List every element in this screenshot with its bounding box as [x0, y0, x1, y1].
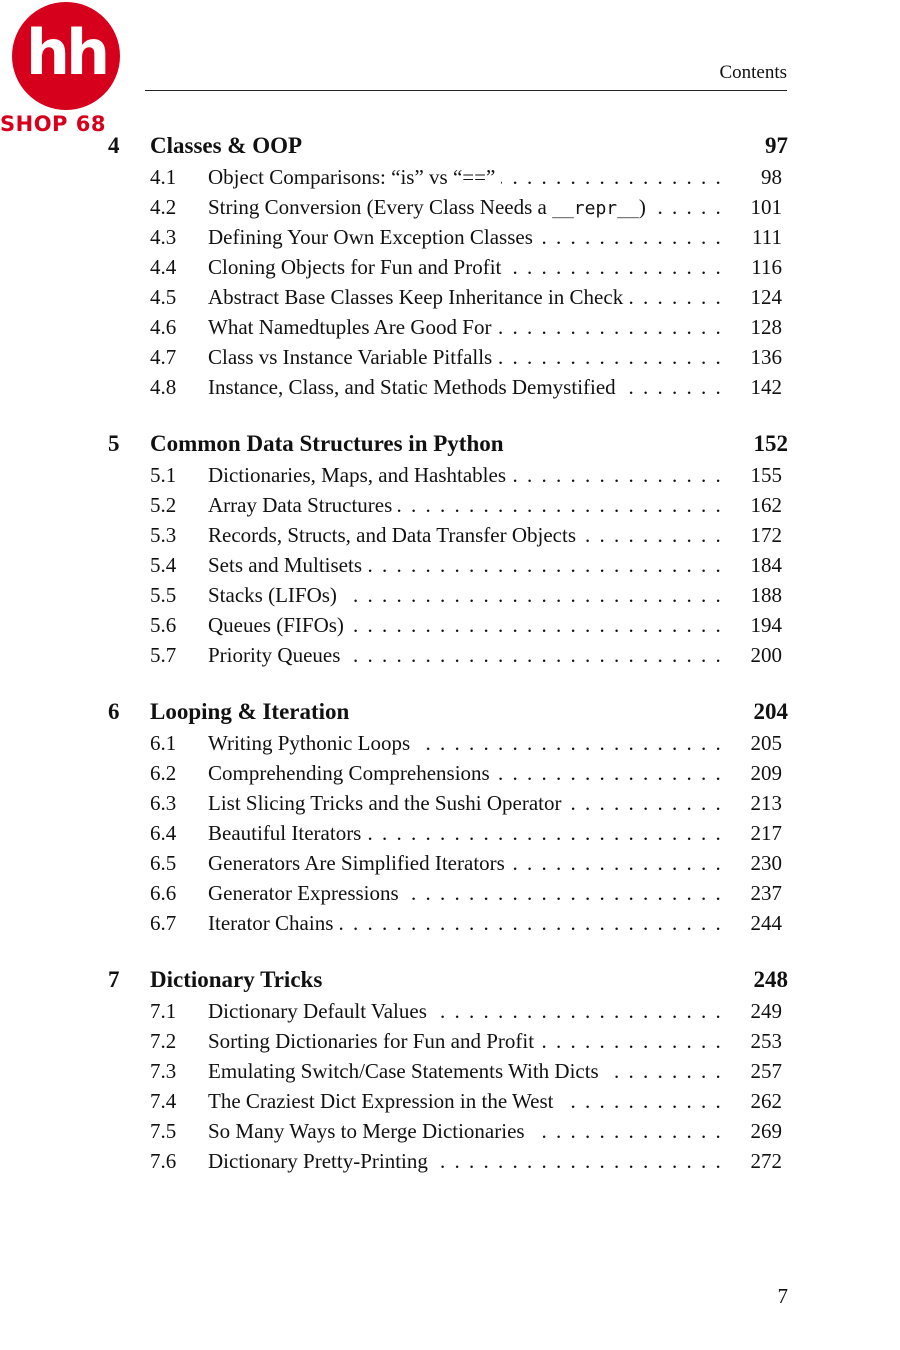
- section-page: 111: [752, 225, 782, 249]
- code-repr: __repr__: [552, 198, 639, 219]
- chapter-page: 204: [753, 699, 788, 724]
- section-page: 249: [750, 999, 782, 1023]
- section-title: Array Data Structures: [208, 493, 398, 517]
- section-number: 5.6: [150, 613, 177, 637]
- section-number: 7.5: [150, 1119, 177, 1143]
- chapter-number: 7: [108, 967, 120, 992]
- section-page: 184: [750, 553, 782, 577]
- section-title-wrap: [208, 728, 730, 758]
- toc-entry[interactable]: [108, 788, 798, 818]
- section-title-wrap: [208, 580, 730, 610]
- section-number: 6.6: [150, 881, 177, 905]
- section-page: 188: [750, 583, 782, 607]
- section-title: Priority Queues: [208, 643, 346, 667]
- chapter-block: [108, 964, 798, 1176]
- chapter-title: Dictionary Tricks: [150, 967, 323, 992]
- toc-entry[interactable]: [108, 162, 798, 192]
- section-title: Generators Are Simplified Iterators: [208, 851, 511, 875]
- shop-logo: [0, 0, 130, 140]
- section-page: 200: [750, 643, 782, 667]
- chapter-heading[interactable]: [108, 964, 798, 996]
- toc-entry[interactable]: [108, 1056, 798, 1086]
- section-page: 194: [750, 613, 782, 637]
- logo-mark: hh: [25, 15, 107, 89]
- section-number: 4.7: [150, 345, 177, 369]
- section-number: 7.1: [150, 999, 177, 1023]
- section-page: 124: [750, 285, 782, 309]
- section-number: 6.5: [150, 851, 177, 875]
- section-page: 101: [750, 195, 782, 219]
- toc-entry[interactable]: [108, 550, 798, 580]
- toc-entry[interactable]: [108, 878, 798, 908]
- section-page: 142: [750, 375, 782, 399]
- section-page: 209: [750, 761, 782, 785]
- section-page: 217: [750, 821, 782, 845]
- section-title-wrap: [208, 490, 730, 520]
- toc-entry[interactable]: [108, 222, 798, 252]
- section-title: Class vs Instance Variable Pitfalls: [208, 345, 498, 369]
- section-number: 4.3: [150, 225, 177, 249]
- section-number: 5.1: [150, 463, 177, 487]
- running-header-title: Contents: [719, 62, 787, 83]
- chapter-number: 5: [108, 431, 120, 456]
- toc-entry[interactable]: [108, 312, 798, 342]
- chapter-number: 6: [108, 699, 120, 724]
- toc-entry[interactable]: [108, 758, 798, 788]
- section-title: Writing Pythonic Loops: [208, 731, 416, 755]
- section-title-wrap: [208, 640, 730, 670]
- toc-entry[interactable]: [108, 460, 798, 490]
- chapter-block: [108, 428, 798, 670]
- toc-entry[interactable]: [108, 1116, 798, 1146]
- section-page: 269: [750, 1119, 782, 1143]
- section-title-wrap: [208, 996, 730, 1026]
- section-title-wrap: [208, 460, 730, 490]
- section-number: 7.6: [150, 1149, 177, 1173]
- section-title-wrap: [208, 1146, 730, 1176]
- section-page: 230: [750, 851, 782, 875]
- section-title-wrap: [208, 312, 730, 342]
- section-number: 4.6: [150, 315, 177, 339]
- logo-caption: SHOP 68: [0, 112, 106, 136]
- section-title-wrap: [208, 282, 730, 312]
- section-number: 6.4: [150, 821, 177, 845]
- toc-entry[interactable]: [108, 640, 798, 670]
- section-title: Dictionary Default Values: [208, 999, 433, 1023]
- chapter-title: Common Data Structures in Python: [150, 431, 504, 456]
- section-title-wrap: [208, 372, 730, 402]
- section-page: 272: [750, 1149, 782, 1173]
- section-title: Cloning Objects for Fun and Profit: [208, 255, 507, 279]
- section-title-wrap: [208, 550, 730, 580]
- section-title: Records, Structs, and Data Transfer Objects: [208, 523, 582, 547]
- toc-entry[interactable]: [108, 1026, 798, 1056]
- section-number: 4.2: [150, 195, 177, 219]
- toc-entry[interactable]: [108, 610, 798, 640]
- section-title-wrap: [208, 1086, 730, 1116]
- section-title-wrap: [208, 1056, 730, 1086]
- chapter-block: [108, 696, 798, 938]
- section-number: 7.4: [150, 1089, 177, 1113]
- toc-entry[interactable]: [108, 996, 798, 1026]
- section-number: 6.1: [150, 731, 177, 755]
- section-page: 244: [750, 911, 782, 935]
- section-page: 98: [761, 165, 782, 189]
- section-page: 172: [750, 523, 782, 547]
- section-title-wrap: [208, 342, 730, 372]
- section-title: Abstract Base Classes Keep Inheritance in Check: [208, 285, 629, 309]
- page-number: 7: [777, 1284, 788, 1308]
- section-page: 128: [750, 315, 782, 339]
- toc-entry[interactable]: [108, 1146, 798, 1176]
- section-title-wrap: [208, 1116, 730, 1146]
- toc-entry[interactable]: [108, 282, 798, 312]
- section-page: 253: [750, 1029, 782, 1053]
- chapter-page: 152: [753, 431, 788, 456]
- section-number: 7.3: [150, 1059, 177, 1083]
- toc-entry[interactable]: [108, 520, 798, 550]
- toc-entry[interactable]: [108, 848, 798, 878]
- toc-entry[interactable]: [108, 728, 798, 758]
- section-page: 257: [750, 1059, 782, 1083]
- section-number: 5.5: [150, 583, 177, 607]
- toc-entry[interactable]: [108, 908, 798, 938]
- section-number: 6.3: [150, 791, 177, 815]
- section-number: 5.2: [150, 493, 177, 517]
- section-page: 136: [750, 345, 782, 369]
- section-number: 4.1: [150, 165, 177, 189]
- section-title: Generator Expressions: [208, 881, 405, 905]
- section-page: 162: [750, 493, 782, 517]
- logo-circle: [12, 2, 120, 110]
- section-title: Dictionary Pretty-Printing: [208, 1149, 434, 1173]
- section-title: Beautiful Iterators: [208, 821, 367, 845]
- section-number: 5.3: [150, 523, 177, 547]
- section-title: Object Comparisons: “is” vs “==”: [208, 165, 501, 189]
- section-title: String Conversion (Every Class Needs a __repr__): [208, 195, 652, 219]
- section-title: Instance, Class, and Static Methods Demystified: [208, 375, 622, 399]
- section-number: 5.7: [150, 643, 177, 667]
- section-title: So Many Ways to Merge Dictionaries: [208, 1119, 531, 1143]
- chapter-heading[interactable]: [108, 130, 798, 162]
- table-of-contents: [108, 130, 798, 1202]
- section-number: 4.8: [150, 375, 177, 399]
- section-number: 6.2: [150, 761, 177, 785]
- section-title-wrap: [208, 848, 730, 878]
- running-header: [145, 60, 787, 91]
- section-page: 213: [750, 791, 782, 815]
- section-title: Stacks (LIFOs): [208, 583, 343, 607]
- section-title-wrap: [208, 758, 730, 788]
- toc-entry[interactable]: [108, 818, 798, 848]
- chapter-number: 4: [108, 133, 120, 158]
- toc-entry[interactable]: [108, 490, 798, 520]
- section-title: Sorting Dictionaries for Fun and Profit: [208, 1029, 540, 1053]
- section-page: 155: [750, 463, 782, 487]
- section-title: Iterator Chains: [208, 911, 339, 935]
- section-title: Comprehending Comprehensions: [208, 761, 496, 785]
- section-title-wrap: [208, 878, 730, 908]
- section-title: Defining Your Own Exception Classes: [208, 225, 539, 249]
- section-number: 7.2: [150, 1029, 177, 1053]
- toc-entry[interactable]: [108, 252, 798, 282]
- section-page: 237: [750, 881, 782, 905]
- section-title: Dictionaries, Maps, and Hashtables: [208, 463, 512, 487]
- section-title: Emulating Switch/Case Statements With Dicts: [208, 1059, 605, 1083]
- section-number: 4.4: [150, 255, 177, 279]
- toc-entry[interactable]: [108, 580, 798, 610]
- section-page: 205: [750, 731, 782, 755]
- toc-entry[interactable]: [108, 372, 798, 402]
- section-number: 4.5: [150, 285, 177, 309]
- section-title-wrap: [208, 908, 730, 938]
- section-title: Queues (FIFOs): [208, 613, 350, 637]
- chapter-heading[interactable]: [108, 696, 798, 728]
- section-title-wrap: [208, 788, 730, 818]
- chapter-page: 248: [753, 967, 788, 992]
- section-title: What Namedtuples Are Good For: [208, 315, 497, 339]
- section-page: 262: [750, 1089, 782, 1113]
- chapter-page: 97: [765, 133, 788, 158]
- section-title: The Craziest Dict Expression in the West: [208, 1089, 560, 1113]
- section-title-wrap: [208, 162, 730, 192]
- section-page: 116: [751, 255, 782, 279]
- section-title-wrap: [208, 1026, 730, 1056]
- section-title-wrap: [208, 222, 730, 252]
- toc-entry[interactable]: [108, 192, 798, 222]
- chapter-heading[interactable]: [108, 428, 798, 460]
- toc-entry[interactable]: [108, 342, 798, 372]
- chapter-title: Looping & Iteration: [150, 699, 350, 724]
- section-number: 6.7: [150, 911, 177, 935]
- section-title: Sets and Multisets: [208, 553, 368, 577]
- section-title-wrap: [208, 818, 730, 848]
- section-title-wrap: [208, 192, 730, 224]
- chapter-block: [108, 130, 798, 402]
- toc-entry[interactable]: [108, 1086, 798, 1116]
- section-title: List Slicing Tricks and the Sushi Operator: [208, 791, 568, 815]
- section-title-wrap: [208, 610, 730, 640]
- section-title-wrap: [208, 520, 730, 550]
- section-title-wrap: [208, 252, 730, 282]
- section-number: 5.4: [150, 553, 177, 577]
- chapter-title: Classes & OOP: [150, 133, 303, 158]
